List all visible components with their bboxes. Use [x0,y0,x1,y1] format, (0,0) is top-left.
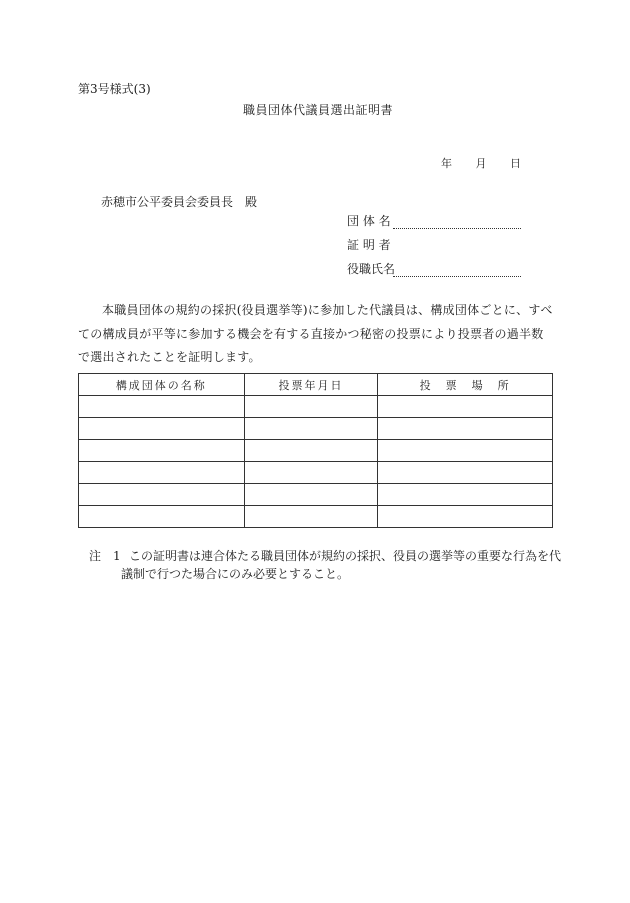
table-cell[interactable] [244,462,378,484]
addressee: 赤穂市公平委員会委員長 殿 [101,195,258,209]
voting-record-table [78,373,553,528]
table-cell[interactable] [79,440,245,462]
table-cell[interactable] [244,396,378,418]
table-row [79,462,553,484]
table-cell[interactable] [378,484,553,506]
header-vote-place: 投 票 場 所 [378,374,553,396]
table-cell[interactable] [378,440,553,462]
note-line-2: 議制で行つた場合にのみ必要とすること。 [121,567,350,581]
table-cell[interactable] [244,440,378,462]
table-row [79,484,553,506]
table-cell[interactable] [79,506,245,528]
table-cell[interactable] [79,462,245,484]
document-title: 職員団体代議員選出証明書 [243,103,394,117]
note-label: 注 1 [89,549,121,563]
title-name-blank[interactable] [393,264,521,277]
title-name-label: 役職氏名 [347,262,396,276]
table-cell[interactable] [244,484,378,506]
table-row [79,506,553,528]
note-text-1: この証明書は連合体たる職員団体が規約の採択、役員の選挙等の重要な行為を代 [129,549,562,563]
header-group-name: 構成団体の名称 [79,374,245,396]
date-line [441,155,521,171]
certifier-field [347,236,393,253]
title-name-field [347,260,521,277]
date-month: 月 [475,157,487,170]
table-cell[interactable] [79,396,245,418]
table-cell[interactable] [79,484,245,506]
table-cell[interactable] [378,418,553,440]
table-row [79,396,553,418]
group-name-label: 団 体 名 [347,214,391,228]
table-cell[interactable] [378,462,553,484]
date-day: 日 [510,157,521,170]
date-year: 年 [441,157,452,170]
table-cell[interactable] [378,506,553,528]
group-name-field [347,212,521,229]
group-name-blank[interactable] [393,216,521,229]
table-cell[interactable] [244,506,378,528]
table-cell[interactable] [79,418,245,440]
table-row [79,418,553,440]
table-cell[interactable] [244,418,378,440]
form-number: 第3号様式(3) [78,82,151,96]
certifier-label: 証 明 者 [347,238,391,252]
header-vote-date: 投票年月日 [244,374,378,396]
table-cell[interactable] [378,396,553,418]
certification-statement: 本職員団体の規約の採択(役員選挙等)に参加した代議員は、構成団体ごとに、すべての構成員が平等に参加する機会を有する直接かつ秘密の投票により投票者の過半数で選出されたことを証明します。 [78,303,553,364]
table-row [79,440,553,462]
table-header-row [79,374,553,396]
